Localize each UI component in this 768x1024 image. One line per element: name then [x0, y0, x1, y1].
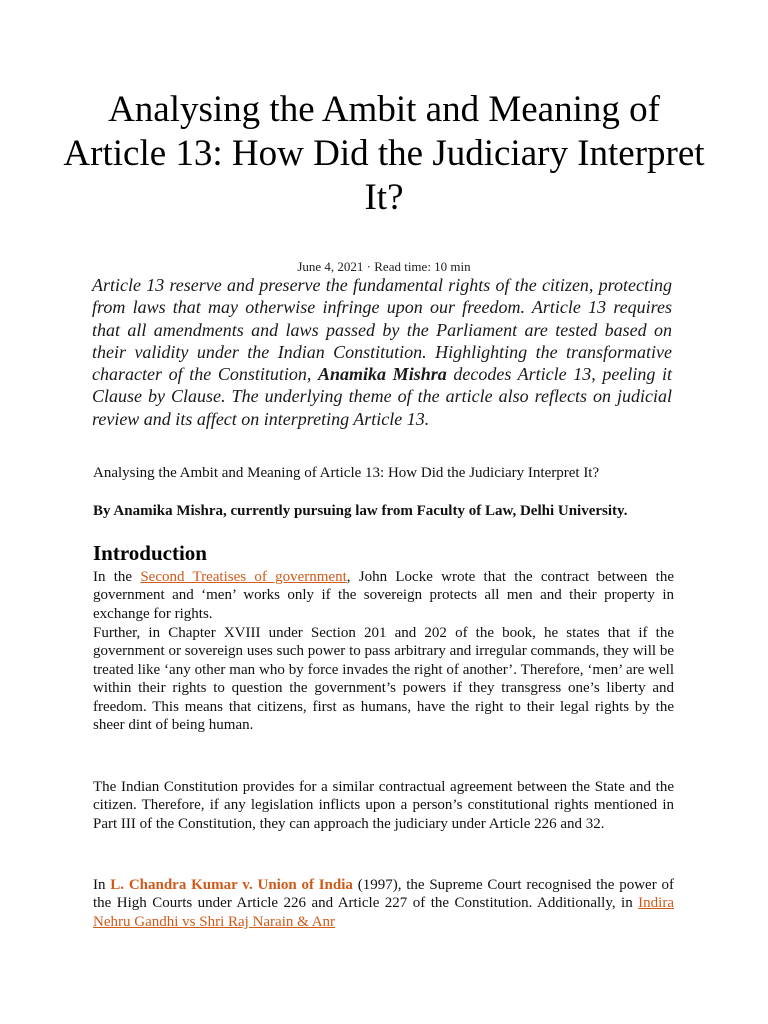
author-byline: By Anamika Mishra, currently pursuing law from Faculty of Law, Delhi University.	[93, 503, 628, 519]
p1-text-after: , John Locke wrote that the contract between the government and ‘men’ works only if the sovereign protects all men and their property in exchange for rights.	[93, 569, 675, 622]
case-chandra-kumar: L. Chandra Kumar v. Union of India	[110, 877, 353, 893]
p1-text-before: In the	[93, 569, 141, 585]
p4-text-middle: (1997), the Supreme Court recognised the power of the High Courts under Article 226 and Article 227 of the Constitution. Additionally, in	[93, 877, 674, 912]
abstract-author: Anamika Mishra	[318, 364, 447, 385]
link-second-treatises[interactable]: Second Treatises of government	[140, 569, 347, 585]
abstract-text-part2: decodes Article 13, peeling it Clause by Clause. The underlying theme of the article also reflects on judicial review and its affect on interpreting Article 13.	[92, 364, 672, 429]
section-heading-introduction: Introduction	[93, 541, 207, 565]
article-meta: June 4, 2021 · Read time: 10 min	[297, 259, 471, 274]
paragraph-chandra-kumar	[93, 876, 674, 931]
link-indira-nehru-gandhi[interactable]: Indira Nehru Gandhi vs Shri Raj Narain & Anr	[93, 895, 674, 930]
abstract-text-part1: Article 13 reserve and preserve the fundamental rights of the citizen, protecting from laws that may otherwise infringe upon our freedom. Article 13 requires that all amendments and laws passed by the Parliament are tested based on their validity under the Indian Constitution. Highlighting the transformative character of the Constitution,	[92, 275, 672, 385]
paragraph-locke	[93, 568, 674, 623]
p4-text-before: In	[93, 877, 111, 893]
paragraph-chapter-xviii: Further, in Chapter XVIII under Section 201 and 202 of the book, he states that if the government or sovereign uses such power to pass arbitrary and irregular commands, they will be treated like ‘any other man who by force invades the right of another’. Therefore, ‘men’ are well within their rights to question the government’s powers if they transgress one’s liberty and freedom. This means that citizens, first as humans, have the right to their legal rights by the sheer dint of being human.	[93, 625, 674, 734]
article-abstract	[92, 274, 672, 430]
repeated-title: Analysing the Ambit and Meaning of Article 13: How Did the Judiciary Interpret It?	[93, 465, 600, 481]
paragraph-indian-constitution: The Indian Constitution provides for a similar contractual agreement between the State and the citizen. Therefore, if any legislation inflicts upon a person’s constitutional rights mentioned in Part III of the Constitution, they can approach the judiciary under Article 226 and 32.	[93, 779, 674, 832]
article-title: Analysing the Ambit and Meaning of Article 13: How Did the Judiciary Interpret It?	[63, 89, 705, 218]
